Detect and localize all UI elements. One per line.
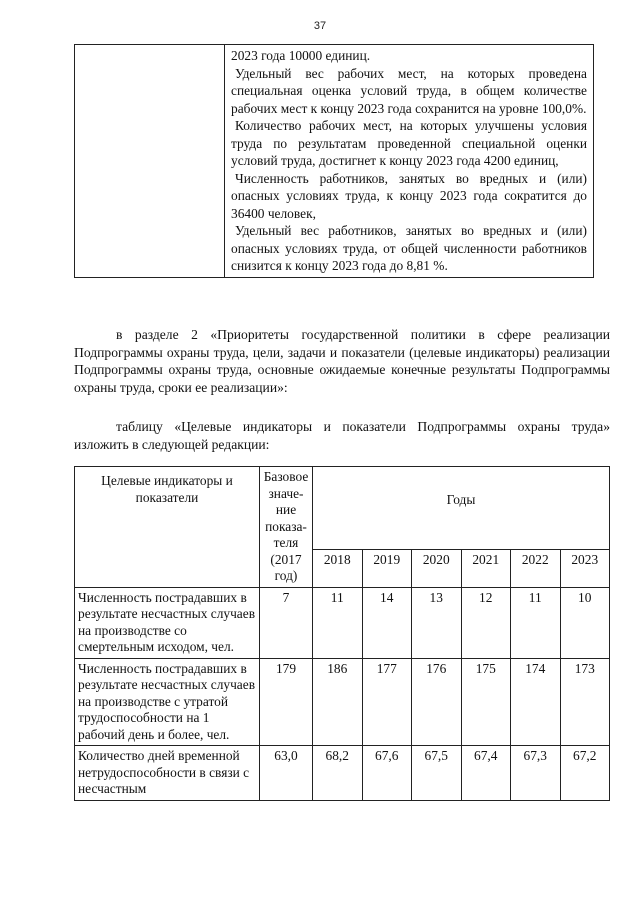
- indicator-name: Численность пострадавших в результате несчастных случаев на производстве со смертельным исходом, чел.: [75, 587, 260, 658]
- table-header-row: [75, 467, 610, 550]
- header-years: Годы: [313, 467, 610, 550]
- page-number: 37: [313, 20, 327, 32]
- header-year: 2022: [511, 549, 561, 587]
- indicators-table: [74, 466, 610, 801]
- year-value: 67,5: [412, 746, 462, 801]
- table-row: [75, 746, 610, 801]
- header-base-value: Базовое значе-ние показа-теля (2017 год): [260, 467, 313, 588]
- continuation-line: Численность работников, занятых во вредных и (или) опасных условиях труда, к концу 2023 года сократится до 36400 человек,: [231, 170, 587, 221]
- continuation-line: Удельный вес рабочих мест, на которых проведена специальная оценка условий труда, в общем количестве рабочих мест к концу 2023 года сохранится на уровне 100,0%.: [231, 65, 587, 116]
- continuation-line: Удельный вес работников, занятых во вредных и (или) опасных условиях труда, от общей численности работников снизится к концу 2023 года до 8,81 %.: [231, 223, 587, 273]
- header-year: 2021: [461, 549, 511, 587]
- header-year: 2018: [313, 549, 363, 587]
- year-value: 173: [560, 658, 610, 746]
- header-indicator-name: Целевые индикаторы и показатели: [75, 467, 260, 588]
- table-intro-paragraph: таблицу «Целевые индикаторы и показатели Подпрограммы охраны труда» изложить в следующей редакции:: [74, 419, 610, 452]
- table-row: [75, 658, 610, 746]
- continuation-table: [74, 44, 594, 278]
- year-value: 186: [313, 658, 363, 746]
- year-value: 67,3: [511, 746, 561, 801]
- year-value: 10: [560, 587, 610, 658]
- year-value: 174: [511, 658, 561, 746]
- year-value: 67,2: [560, 746, 610, 801]
- continuation-table-left-cell: [75, 45, 225, 278]
- continuation-line: 2023 года 10000 единиц.: [231, 48, 371, 63]
- base-value: 7: [260, 587, 313, 658]
- year-value: 68,2: [313, 746, 363, 801]
- year-value: 67,6: [362, 746, 412, 801]
- year-value: 14: [362, 587, 412, 658]
- continuation-line: Количество рабочих мест, на которых улучшены условия труда по результатам проведенной специальной оценки условий труда, достигнет к концу 2023 года 4200 единиц,: [231, 118, 587, 168]
- table-row: [75, 587, 610, 658]
- header-year: 2020: [412, 549, 462, 587]
- year-value: 175: [461, 658, 511, 746]
- header-year: 2019: [362, 549, 412, 587]
- year-value: 12: [461, 587, 511, 658]
- section-paragraph: в разделе 2 «Приоритеты государственной политики в сфере реализации Подпрограммы охраны труда, цели, задачи и показатели (целевые индикаторы) реализации Подпрограммы охраны труда, основные ожидаемые конечные результаты Подпрограммы охраны труда, сроки ее реализации»:: [74, 327, 610, 395]
- header-year: 2023: [560, 549, 610, 587]
- year-value: 13: [412, 587, 462, 658]
- base-value: 63,0: [260, 746, 313, 801]
- year-value: 177: [362, 658, 412, 746]
- indicator-name: Численность пострадавших в результате несчастных случаев на производстве с утратой трудоспособности на 1 рабочий день и более, чел.: [75, 658, 260, 746]
- continuation-table-text-cell: [225, 45, 594, 278]
- indicator-name: Количество дней временной нетрудоспособности в связи с несчастным: [75, 746, 260, 801]
- year-value: 11: [511, 587, 561, 658]
- base-value: 179: [260, 658, 313, 746]
- year-value: 11: [313, 587, 363, 658]
- year-value: 176: [412, 658, 462, 746]
- year-value: 67,4: [461, 746, 511, 801]
